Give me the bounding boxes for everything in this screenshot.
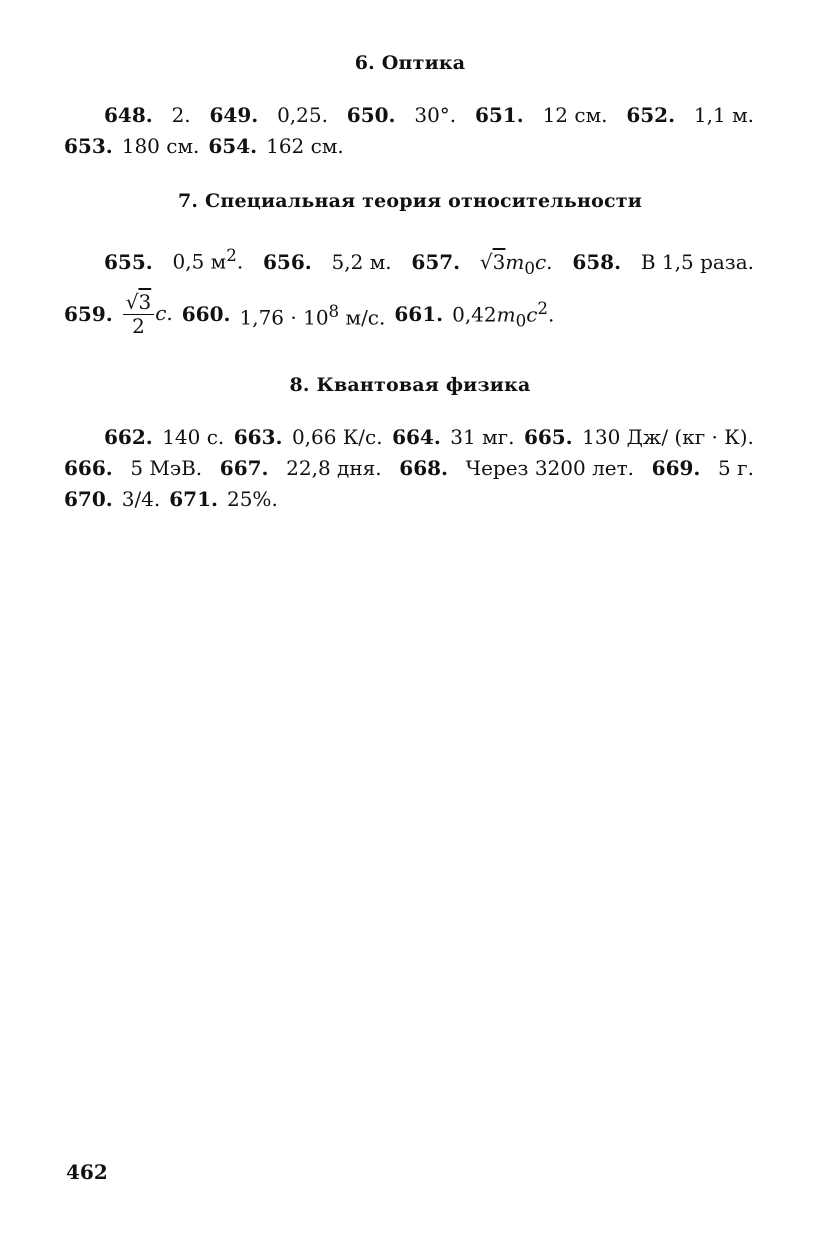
answer-number: 658. [572,249,622,274]
answer-value: 30°. [414,103,457,127]
answer-number: 670. [64,487,113,511]
answer-text: м/с. [339,305,386,330]
answer-line [64,284,754,346]
sqrt-symbol: √3 [479,249,506,274]
answer-number: 671. [169,487,218,511]
variable: m [496,302,516,327]
answer-text: . [548,302,555,327]
answer-number: 668. [399,456,448,480]
answer-number: 651. [475,103,524,127]
answer-number: 661. [394,302,444,327]
answer-value: 12 см. [542,103,608,127]
variable: c. [155,301,173,326]
superscript: 8 [328,301,340,321]
answer-number: 653. [64,134,113,158]
section-heading-optics: 6. Оптика [354,52,466,74]
answer-line [64,131,754,162]
answer-value: 3/4. [121,487,161,511]
answer-value: 31 мг. [450,425,515,449]
page-number: 462 [66,1160,108,1184]
answer-value: 130 Дж/ (кг · К). [582,425,754,449]
answer-formula [122,292,173,337]
answer-value: Через 3200 лет. [465,456,635,480]
answer-value: 2. [171,103,191,127]
answer-number: 654. [208,134,258,158]
answer-value: 180 см. [121,134,200,158]
variable: c [526,302,538,327]
answer-line [64,484,754,515]
section-heading-relativity: 7. Специальная теория относительности [178,190,642,212]
answer-number: 664. [392,425,441,449]
superscript: 2 [537,298,549,318]
answer-number: 649. [209,103,259,127]
answer-text: 1,76 · 10 [239,305,329,330]
answer-value: 22,8 дня. [286,456,382,480]
variable: c. [534,249,553,274]
answer-formula [452,293,554,337]
fraction [123,292,154,337]
answer-formula [480,247,553,284]
answer-line [64,453,754,484]
radicand: 3 [492,249,506,274]
answer-value: 0,66 К/с. [291,425,383,449]
answer-number: 662. [104,425,153,449]
answer-number: 665. [523,425,573,449]
fraction-denominator: 2 [132,314,145,339]
answer-value: 162 см. [266,134,344,158]
answer-number: 655. [104,249,153,274]
sqrt-symbol: √3 [125,290,152,315]
answer-value: 5 МэВ. [130,456,203,480]
answer-value: 5,2 м. [331,249,392,274]
radicand: 3 [138,290,152,315]
answer-value: 25%. [226,487,278,511]
answer-number: 648. [104,103,153,127]
answer-number: 657. [411,249,461,274]
answer-line [64,240,754,284]
answer-number: 656. [263,249,312,274]
answer-value: 140 с. [162,425,225,449]
answer-number: 660. [181,302,231,327]
subscript: 0 [524,258,535,278]
answer-value: 1,1 м. [693,103,754,127]
answer-number: 667. [219,456,269,480]
answer-number: 666. [64,456,113,480]
answer-value: 0,25. [277,103,328,127]
answer-number: 650. [346,103,396,127]
section-answers-relativity [64,240,754,346]
answer-number: 669. [651,456,701,480]
answer-value: В 1,5 раза. [640,249,754,274]
variable: m [505,249,525,274]
subscript: 0 [515,311,527,331]
answer-number: 663. [233,425,283,449]
section-answers-optics [64,100,754,162]
answer-line [64,100,754,131]
answer-line [64,422,754,453]
fraction-numerator [123,292,154,315]
answer-text: 0,42 [452,302,497,327]
answer-value: 5 г. [718,456,754,480]
answer-text: . [236,249,244,274]
answer-number: 659. [64,302,113,327]
answer-text: 0,5 м [172,249,227,274]
answer-number: 652. [626,103,676,127]
section-heading-quantum: 8. Квантовая физика [289,374,531,396]
superscript: 2 [226,246,237,265]
answer-value [173,240,244,278]
answer-value [239,296,385,334]
section-answers-quantum [64,422,754,515]
